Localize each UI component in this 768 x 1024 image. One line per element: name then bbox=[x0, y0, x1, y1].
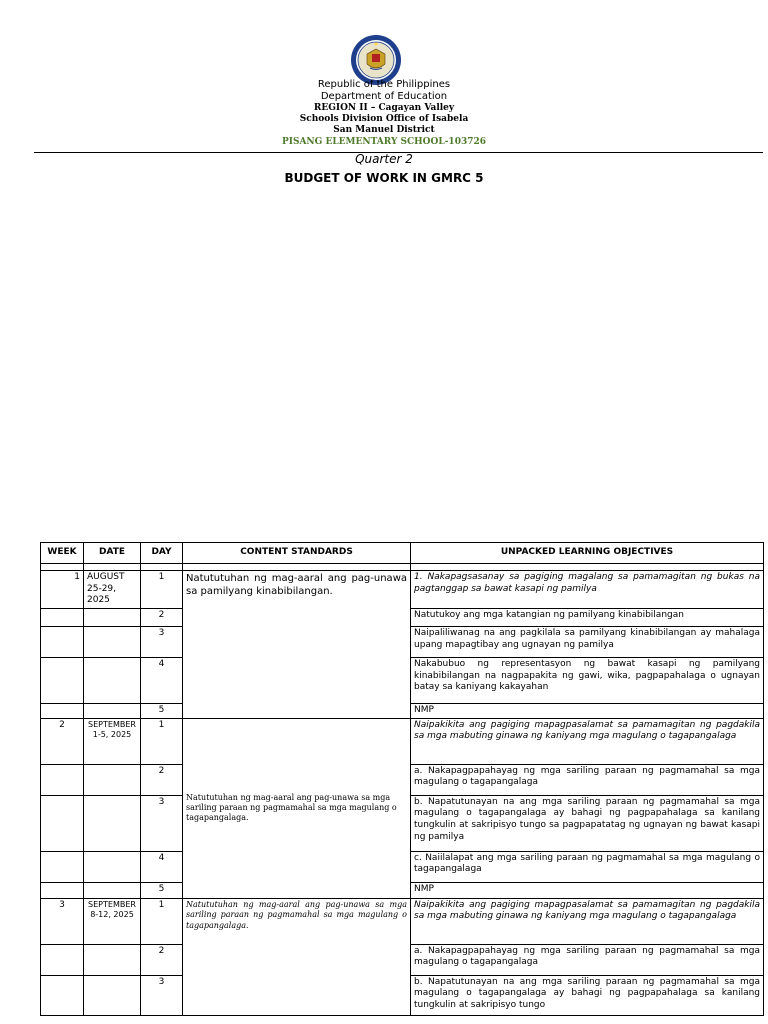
week-number: 3 bbox=[41, 898, 84, 944]
republic-line: Republic of the Philippines bbox=[317, 79, 451, 90]
table-header-row bbox=[41, 543, 764, 564]
learning-objective: 1. Nakapagsasanay sa pagiging magalang sa pamamagitan ng bukas na pagtanggap sa bawat kasapi ng pamilya bbox=[411, 571, 764, 609]
day-number: 1 bbox=[141, 571, 183, 609]
learning-objective: Natutukoy ang mga katangian ng pamilyang kinabibilangan bbox=[411, 609, 764, 627]
day-number: 5 bbox=[141, 704, 183, 719]
learning-objective: NMP bbox=[411, 704, 764, 719]
day-number: 3 bbox=[141, 975, 183, 1015]
learning-objective: c. Naiilalapat ang mga sariling paraan ng pagmamahal sa mga magulang o tagapangalaga bbox=[411, 851, 764, 882]
day-number: 2 bbox=[141, 944, 183, 975]
header-spacer bbox=[41, 564, 764, 571]
learning-objective: b. Napatutunayan na ang mga sariling paraan ng pagmamahal sa mga magulang o tagapangalaga ay bahagi ng pagpapahalaga sa kanilang tungkulin at sakripisyo tungo sa pagpapatatag ng ugnayan ng bawat kasapi ng pamilya bbox=[411, 795, 764, 851]
learning-objective: NMP bbox=[411, 882, 764, 898]
content-standard: Natututuhan ng mag-aaral ang pag-unawa sa mga sariling paraan ng pagmamahal sa mga magulang o tagapangalaga. bbox=[183, 898, 411, 1015]
learning-objective: Naipakikita ang pagiging mapagpasalamat sa pamamagitan ng pagdakila sa mga mabuting ginawa ng kaniyang mga magulang o tagapangalaga bbox=[411, 898, 764, 944]
header-learning-objectives: UNPACKED LEARNING OBJECTIVES bbox=[411, 543, 764, 564]
day-number: 2 bbox=[141, 609, 183, 627]
division-line: Schools Division Office of Isabela bbox=[299, 114, 469, 124]
budget-of-work-table bbox=[40, 542, 764, 1016]
day-number: 5 bbox=[141, 882, 183, 898]
header-content-standards: CONTENT STANDARDS bbox=[183, 543, 411, 564]
document-title: BUDGET OF WORK IN GMRC 5 bbox=[284, 171, 484, 185]
week-date: AUGUST 25-29, 2025 bbox=[84, 571, 141, 609]
quarter-label: Quarter 2 bbox=[355, 152, 413, 166]
region-line: REGION II – Cagayan Valley bbox=[313, 103, 455, 113]
content-standard: Natututuhan ng mag-aaral ang pag-unawa sa pamilyang kinabibilangan. bbox=[183, 571, 411, 719]
day-number: 3 bbox=[141, 627, 183, 658]
week-date: SEPTEMBER 1-5, 2025 bbox=[84, 718, 141, 764]
day-number: 2 bbox=[141, 764, 183, 795]
learning-objective: Naipakikita ang pagiging mapagpasalamat sa pamamagitan ng pagdakila sa mga mabuting ginawa ng kaniyang mga magulang o tagapangalaga bbox=[411, 718, 764, 764]
district-line: San Manuel District bbox=[333, 125, 435, 135]
learning-objective: a. Nakapagpapahayag ng mga sariling paraan ng pagmamahal sa mga magulang o tagapangalaga bbox=[411, 944, 764, 975]
week-number: 1 bbox=[41, 571, 84, 609]
day-number: 1 bbox=[141, 898, 183, 944]
department-line: Department of Education bbox=[320, 91, 448, 102]
learning-objective: Nakabubuo ng representasyon ng bawat kasapi ng pamilyang kinabibilangan na nagpapakita ng gawi, wika, pagpapahalaga o ugnayan batay sa kaniyang kakayahan bbox=[411, 658, 764, 704]
day-number: 4 bbox=[141, 658, 183, 704]
day-number: 1 bbox=[141, 718, 183, 764]
learning-objective: a. Nakapagpapahayag ng mga sariling paraan ng pagmamahal sa mga magulang o tagapangalaga bbox=[411, 764, 764, 795]
week-date: SEPTEMBER 8-12, 2025 bbox=[84, 898, 141, 944]
table-row bbox=[41, 718, 764, 764]
school-line: PISANG ELEMENTARY SCHOOL-103726 bbox=[281, 137, 487, 147]
header-week: WEEK bbox=[41, 543, 84, 564]
day-number: 3 bbox=[141, 795, 183, 851]
table-row bbox=[41, 898, 764, 944]
week-number: 2 bbox=[41, 718, 84, 764]
learning-objective: Naipaliliwanag na ang pagkilala sa pamilyang kinabibilangan ay mahalaga upang mapagtibay ang ugnayan ng pamilya bbox=[411, 627, 764, 658]
day-number: 4 bbox=[141, 851, 183, 882]
header-day: DAY bbox=[141, 543, 183, 564]
content-standard: Natututuhan ng mag-aaral ang pag-unawa sa mga sariling paraan ng pagmamahal sa mga magulang o tagapangalaga. bbox=[183, 718, 411, 898]
header-date: DATE bbox=[84, 543, 141, 564]
table-row bbox=[41, 571, 764, 609]
learning-objective: b. Napatutunayan na ang mga sariling paraan ng pagmamahal sa mga magulang o tagapangalaga ay bahagi ng pagpapahalaga sa kanilang tungkulin at sakripisyo tungo bbox=[411, 975, 764, 1015]
